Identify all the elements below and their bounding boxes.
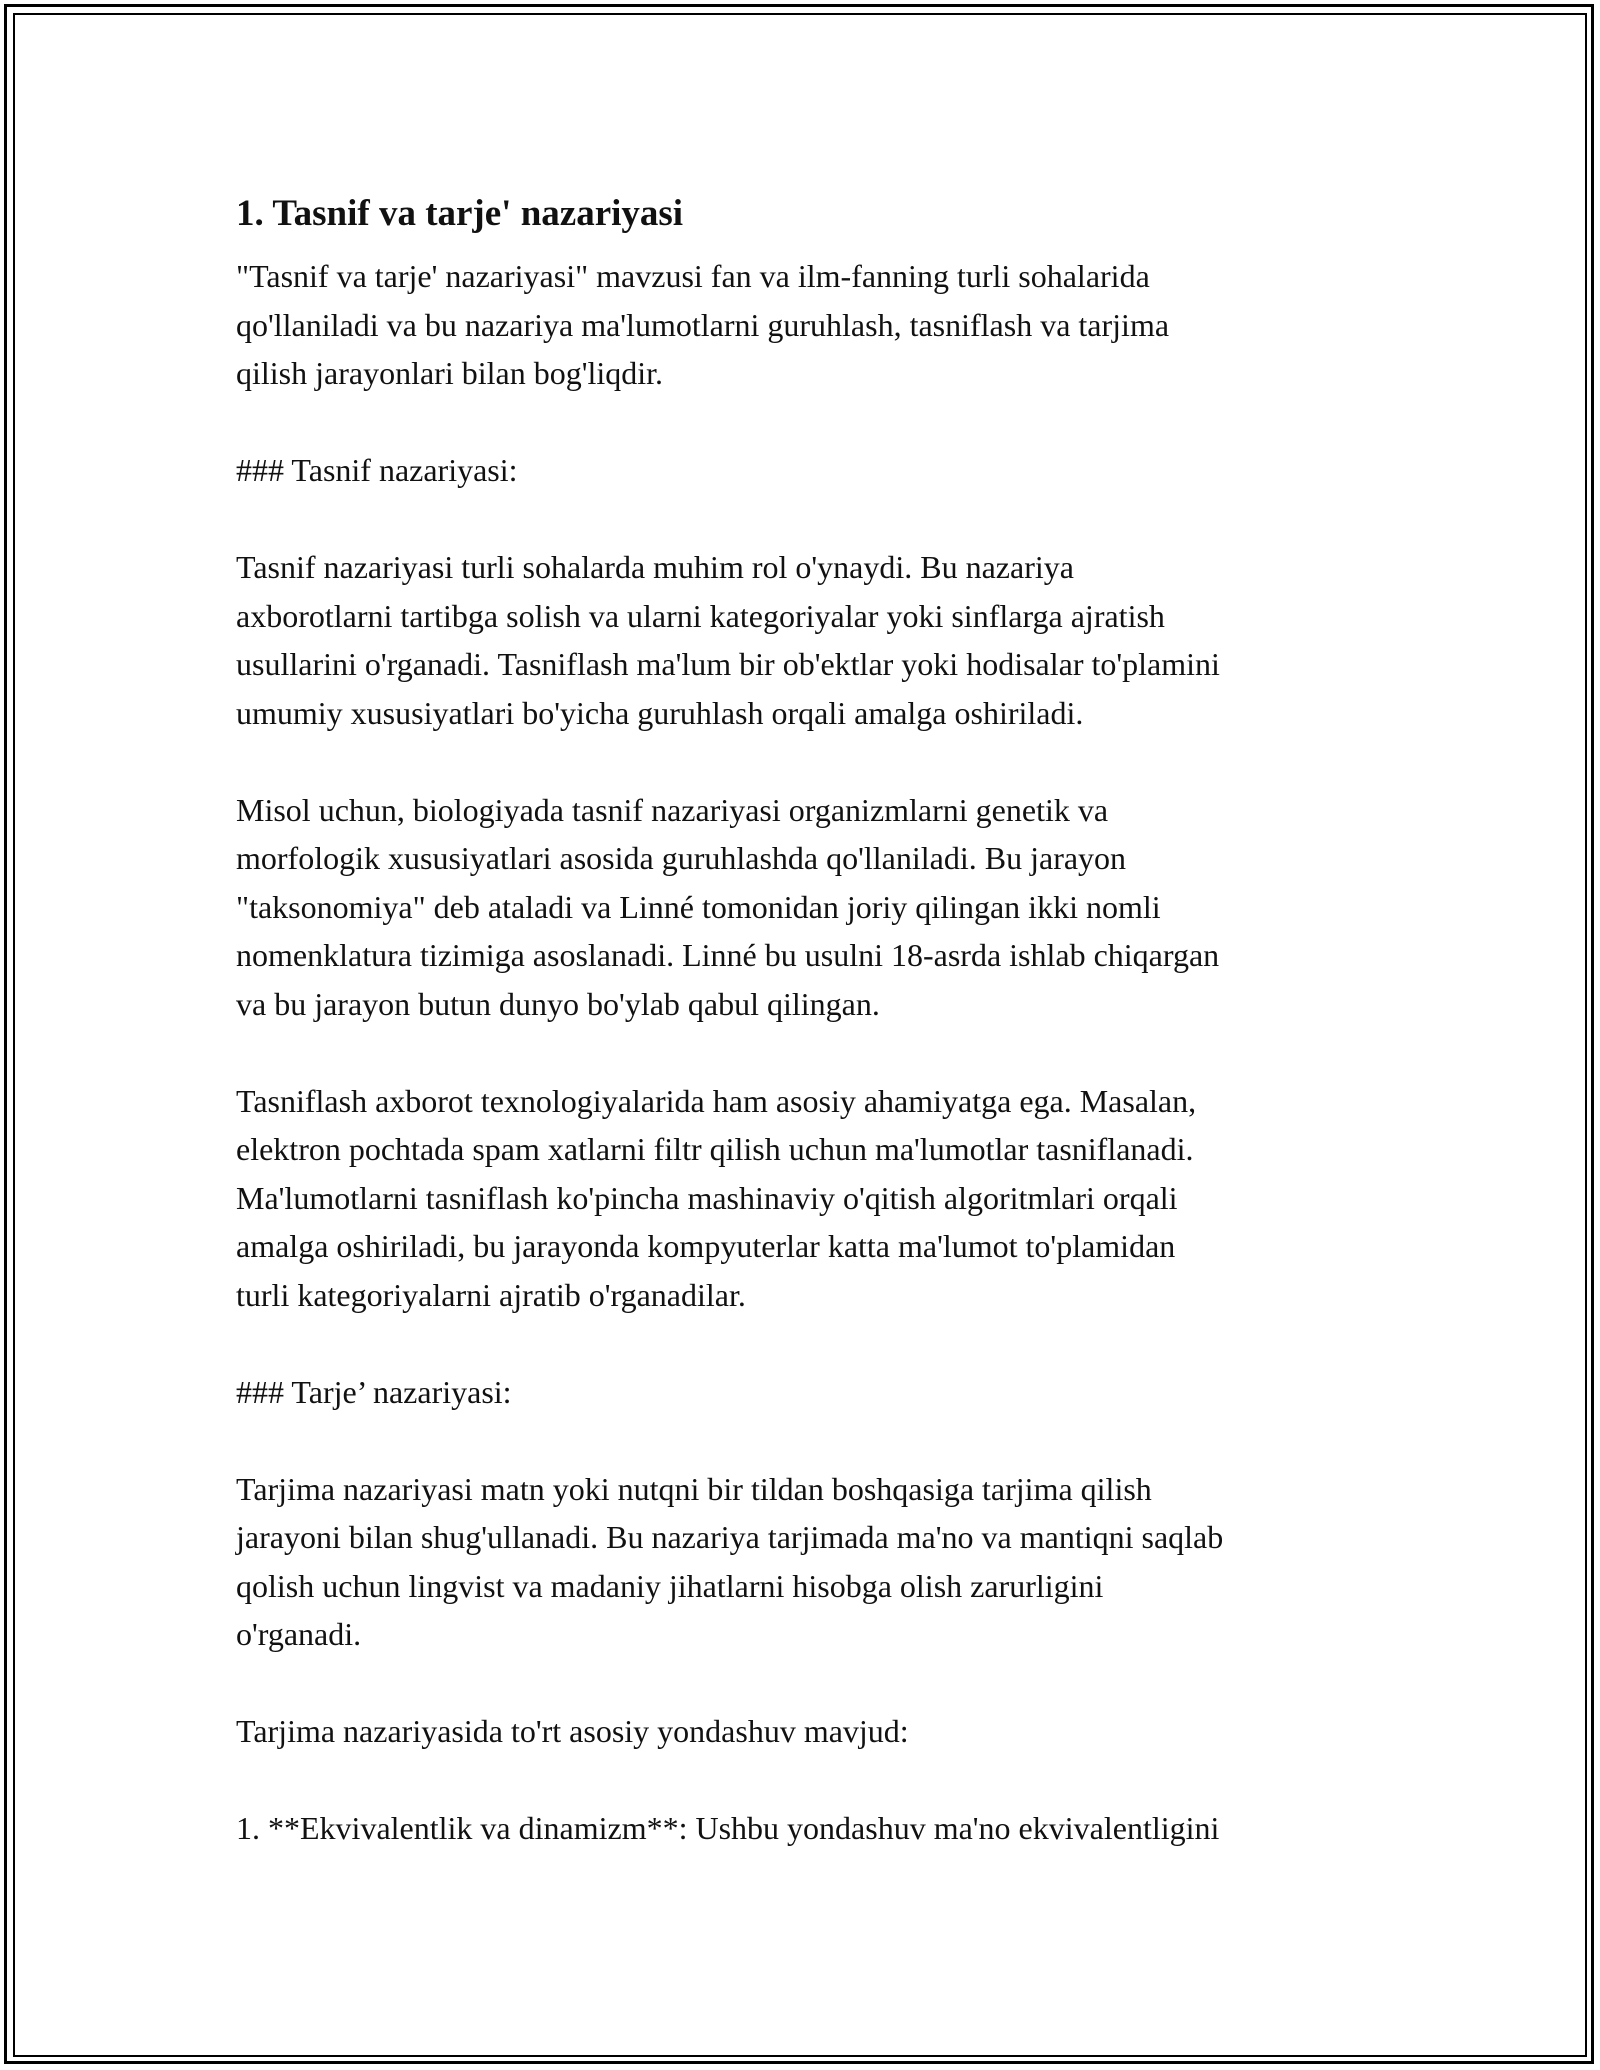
text-line: axborotlarni tartibga solish va ularni kategoriyalar yoki sinflarga ajratish (236, 597, 1165, 634)
text-line: 1. **Ekvivalentlik va dinamizm**: Ushbu yondashuv ma'no ekvivalentligini (236, 1810, 1220, 1846)
paragraph (236, 1077, 1386, 1320)
paragraph (236, 252, 1386, 398)
text-line: Tarjima nazariyasi matn yoki nutqni bir tildan boshqasiga tarjima qilish (236, 1470, 1152, 1507)
text-line: qilish jarayonlari bilan bog'liqdir. (236, 355, 664, 391)
text-line: ### Tasnif nazariyasi: (236, 452, 518, 488)
paragraph (236, 786, 1386, 1029)
text-line: usullarini o'rganadi. Tasniflash ma'lum bir ob'ektlar yoki hodisalar to'plamini (236, 646, 1220, 682)
text-line: morfologik xususiyatlari asosida guruhlashda qo'llaniladi. Bu jarayon (236, 840, 1127, 876)
paragraph (236, 1707, 1386, 1756)
text-line: Tarjima nazariyasida to'rt asosiy yondashuv mavjud: (236, 1713, 909, 1749)
paragraph (236, 446, 1386, 495)
document-title: 1. Tasnif va tarje' nazariyasi (236, 193, 684, 234)
text-line: "taksonomiya" deb ataladi va Linné tomonidan joriy qilingan ikki nomli (236, 888, 1161, 925)
text-line: Tasnif nazariyasi turli sohalarda muhim rol o'ynaydi. Bu nazariya (236, 549, 1074, 585)
text-line: "Tasnif va tarje' nazariyasi" mavzusi fan va ilm-fanning turli sohalarida (236, 258, 1150, 294)
text-line: Misol uchun, biologiyada tasnif nazariyasi organizmlarni genetik va (236, 791, 1109, 828)
text-line: turli kategoriyalarni ajratib o'rganadilar. (236, 1276, 746, 1313)
text-line: Ma'lumotlarni tasniflash ko'pincha mashinaviy o'qitish algoritmlari orqali (236, 1179, 1178, 1216)
text-line: o'rganadi. (236, 1616, 362, 1652)
paragraph (236, 1368, 1386, 1417)
text-line: jarayoni bilan shug'ullanadi. Bu nazariya tarjimada ma'no va mantiqni saqlab (236, 1519, 1224, 1555)
text-line: amalga oshiriladi, bu jarayonda kompyuterlar katta ma'lumot to'plamidan (236, 1228, 1176, 1264)
text-line: qolish uchun lingvist va madaniy jihatlarni hisobga olish zarurligini (236, 1567, 1104, 1604)
text-line: umumiy xususiyatlari bo'yicha guruhlash orqali amalga oshiriladi. (236, 694, 1084, 731)
text-line: qo'llaniladi va bu nazariya ma'lumotlarni guruhlash, tasniflash va tarjima (236, 306, 1170, 343)
paragraph (236, 1804, 1386, 1853)
text-line: Tasniflash axborot texnologiyalarida ham asosiy ahamiyatga ega. Masalan, (236, 1082, 1197, 1119)
paragraph-list (236, 252, 1386, 1853)
paragraph (236, 543, 1386, 737)
text-line: va bu jarayon butun dunyo bo'ylab qabul qilingan. (236, 985, 880, 1022)
paragraph (236, 1465, 1386, 1659)
text-line: nomenklatura tizimiga asoslanadi. Linné bu usulni 18-asrda ishlab chiqargan (236, 937, 1220, 973)
document-body (236, 186, 1386, 1901)
text-line: ### Tarje’ nazariyasi: (236, 1373, 512, 1410)
text-line: elektron pochtada spam xatlarni filtr qilish uchun ma'lumotlar tasniflanadi. (236, 1131, 1194, 1167)
